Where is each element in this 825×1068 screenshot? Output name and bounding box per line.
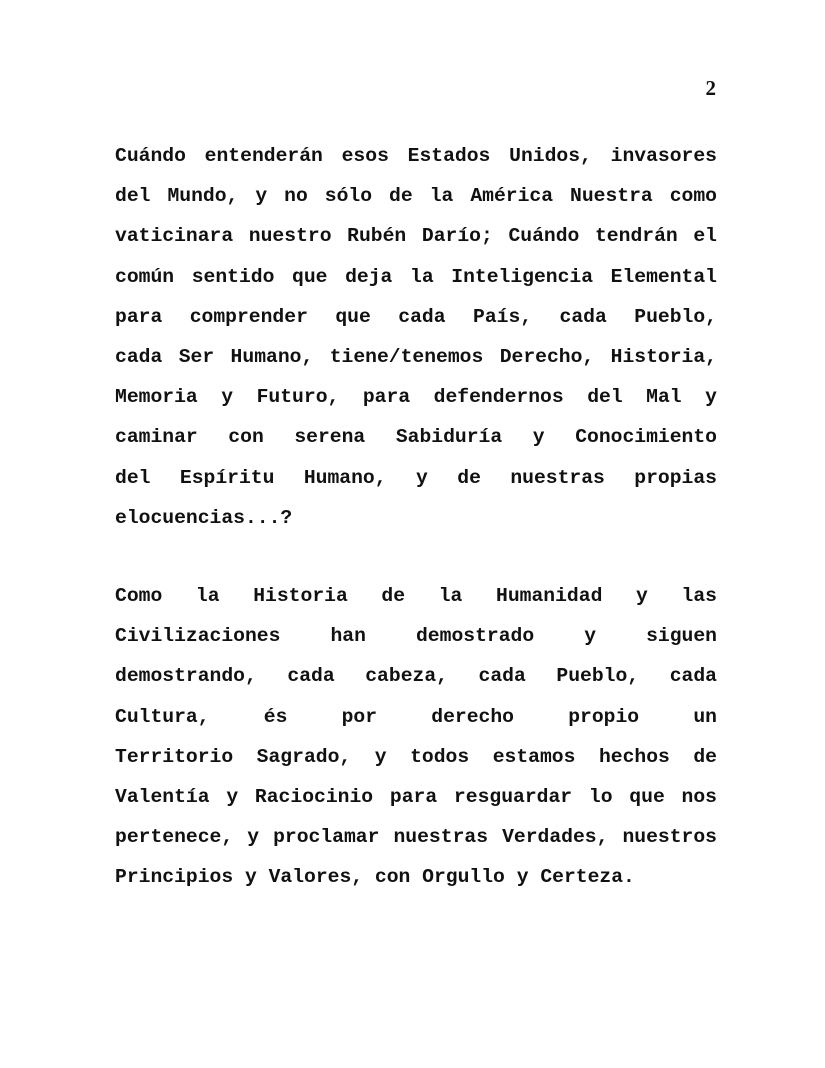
text-line: Civilizaciones han demostrado y siguen	[115, 625, 717, 648]
text-line: vaticinara nuestro Rubén Darío; Cuándo tendrán el	[115, 225, 717, 248]
text-line: pertenece, y proclamar nuestras Verdades, nuestros	[115, 826, 717, 849]
text-line: elocuencias...?	[115, 506, 293, 529]
text-line: del Espíritu Humano, y de nuestras propias	[115, 466, 717, 489]
text-line: común sentido que deja la Inteligencia Elemental	[115, 265, 717, 288]
text-line: Valentía y Raciocinio para resguardar lo que nos	[115, 785, 717, 808]
page-number: 2	[705, 76, 716, 100]
text-line: caminar con serena Sabiduría y Conocimiento	[115, 426, 717, 449]
paragraph-1	[115, 136, 717, 538]
text-line: Cultura, és por derecho propio un	[115, 705, 717, 728]
text-line: Cuándo entenderán esos Estados Unidos, invasores	[115, 145, 717, 167]
text-line: Territorio Sagrado, y todos estamos hechos de	[115, 745, 717, 768]
text-line: Principios y Valores, con Orgullo y Certeza.	[115, 866, 635, 889]
text-line: del Mundo, y no sólo de la América Nuestra como	[115, 185, 717, 208]
text-line: Como la Historia de la Humanidad y las	[115, 585, 717, 607]
text-line: demostrando, cada cabeza, cada Pueblo, cada	[115, 665, 717, 688]
text-line: Memoria y Futuro, para defendernos del Mal y	[115, 386, 717, 409]
paragraph-2	[115, 576, 717, 898]
text-line: cada Ser Humano, tiene/tenemos Derecho, Historia,	[115, 345, 717, 368]
text-line: para comprender que cada País, cada Pueblo,	[115, 305, 717, 328]
